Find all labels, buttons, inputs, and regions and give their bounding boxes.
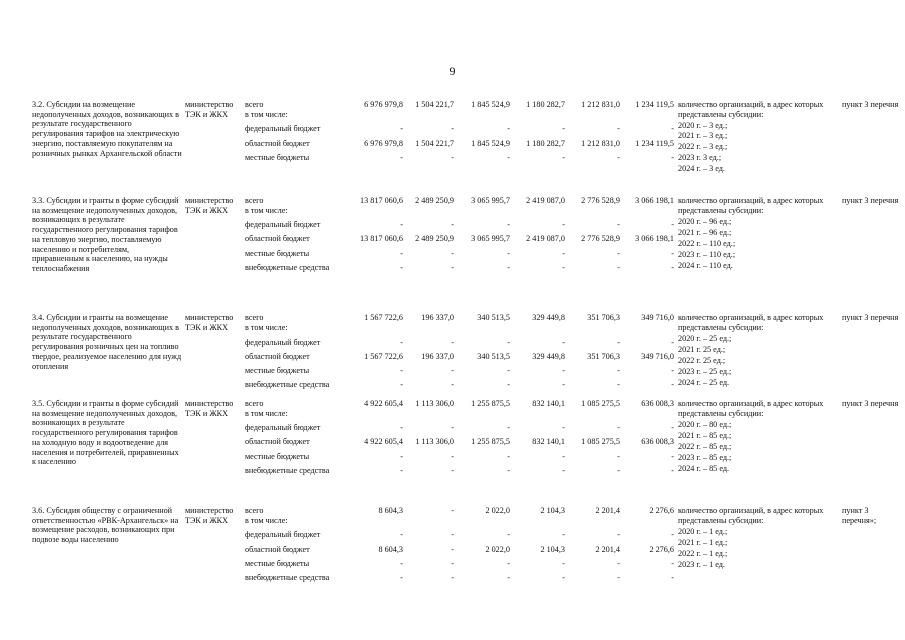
- funding-label: в том числе:: [245, 206, 288, 215]
- value-2020: -: [451, 559, 454, 568]
- value-2023: -: [617, 559, 620, 568]
- value-2023: -: [617, 423, 620, 432]
- value-2024: 2 276,6: [649, 506, 674, 515]
- value-2022: 329 449,8: [532, 352, 565, 361]
- value-2020: 1 504 221,7: [415, 139, 454, 148]
- value-2021: 1 255 875,5: [471, 399, 510, 408]
- indicator-line: 2022 г. 25 ед.;: [678, 356, 726, 365]
- value-total: 13 817 060,6: [360, 196, 403, 205]
- value-total: -: [400, 559, 403, 568]
- program-reference: пункт 3 перечня: [842, 196, 899, 205]
- value-total: -: [400, 338, 403, 347]
- value-2024: -: [671, 466, 674, 475]
- value-total: -: [400, 249, 403, 258]
- funding-label: федеральный бюджет: [245, 124, 321, 133]
- value-2020: -: [451, 423, 454, 432]
- value-2023: 2 776 528,9: [581, 234, 620, 243]
- value-2023: -: [617, 366, 620, 375]
- value-2022: -: [562, 466, 565, 475]
- indicator-line: 2023 г. – 1 ед.: [678, 560, 725, 569]
- value-total: 8 604,3: [378, 506, 403, 515]
- value-total: -: [400, 124, 403, 133]
- value-total: 4 922 605,4: [364, 437, 403, 446]
- value-2021: -: [507, 338, 510, 347]
- value-2024: 349 716,0: [641, 313, 674, 322]
- value-2023: -: [617, 452, 620, 461]
- value-total: -: [400, 380, 403, 389]
- program-reference: пункт 3 перечня: [842, 399, 899, 408]
- value-2022: -: [562, 380, 565, 389]
- funding-label: областной бюджет: [245, 437, 310, 446]
- value-2021: -: [507, 249, 510, 258]
- value-2020: -: [451, 506, 454, 515]
- value-2021: -: [507, 423, 510, 432]
- value-2021: 340 513,5: [477, 352, 510, 361]
- value-2023: -: [617, 153, 620, 162]
- value-total: -: [400, 466, 403, 475]
- funding-label: всего: [245, 313, 264, 322]
- funding-label: внебюджетные средства: [245, 466, 330, 475]
- value-2022: -: [562, 338, 565, 347]
- value-2022: 2 419 087,0: [526, 196, 565, 205]
- value-2022: -: [562, 153, 565, 162]
- value-2021: -: [507, 220, 510, 229]
- indicator-line: 2020 г. – 1 ед.;: [678, 527, 728, 536]
- funding-label: местные бюджеты: [245, 559, 310, 568]
- value-2021: -: [507, 366, 510, 375]
- value-2024: -: [671, 452, 674, 461]
- value-2022: 2 419 087,0: [526, 234, 565, 243]
- value-2020: -: [451, 530, 454, 539]
- value-2022: -: [562, 220, 565, 229]
- value-2021: 1 845 524,9: [471, 100, 510, 109]
- value-2021: 3 065 995,7: [471, 234, 510, 243]
- value-total: -: [400, 423, 403, 432]
- value-2022: -: [562, 124, 565, 133]
- funding-label: областной бюджет: [245, 139, 310, 148]
- funding-label: всего: [245, 399, 264, 408]
- value-total: -: [400, 220, 403, 229]
- value-2024: 1 234 119,5: [635, 139, 674, 148]
- value-2023: 351 706,3: [587, 352, 620, 361]
- indicator-line: 2020 г. – 96 ед.;: [678, 217, 732, 226]
- value-2023: -: [617, 466, 620, 475]
- value-2020: -: [451, 338, 454, 347]
- value-2021: -: [507, 530, 510, 539]
- value-2022: 1 180 282,7: [526, 100, 565, 109]
- indicator-line: 2023 г. – 110 ед.;: [678, 250, 736, 259]
- value-2021: -: [507, 452, 510, 461]
- value-2020: -: [451, 220, 454, 229]
- responsible-ministry: министерство ТЭК и ЖКХ: [185, 399, 234, 418]
- value-2024: -: [671, 530, 674, 539]
- indicator-line: 2022 г. – 1 ед.;: [678, 549, 728, 558]
- funding-label: всего: [245, 196, 264, 205]
- indicator-line: 2022 г. – 85 ед.;: [678, 442, 732, 451]
- indicator-line: 2024 г. – 3 ед.: [678, 164, 725, 173]
- value-2020: 1 113 306,0: [415, 399, 454, 408]
- value-total: 6 976 979,8: [364, 100, 403, 109]
- indicator-heading: количество организаций, в адрес которых представлены субсидии:: [678, 399, 824, 418]
- value-2022: -: [562, 559, 565, 568]
- value-2024: -: [671, 220, 674, 229]
- indicator-line: 2024 г. – 25 ед.: [678, 378, 730, 387]
- value-2022: -: [562, 263, 565, 272]
- indicator-heading: количество организаций, в адрес которых представлены субсидии:: [678, 313, 824, 332]
- responsible-ministry: министерство ТЭК и ЖКХ: [185, 506, 234, 525]
- value-2024: -: [671, 423, 674, 432]
- value-2020: 2 489 250,9: [415, 234, 454, 243]
- value-2024: 3 066 198,1: [635, 196, 674, 205]
- responsible-ministry: министерство ТЭК и ЖКХ: [185, 196, 234, 215]
- indicator-line: 2020 г. – 25 ед.;: [678, 334, 732, 343]
- value-2022: -: [562, 249, 565, 258]
- funding-label: всего: [245, 506, 264, 515]
- value-2024: -: [671, 573, 674, 582]
- value-2022: -: [562, 530, 565, 539]
- responsible-ministry: министерство ТЭК и ЖКХ: [185, 313, 234, 332]
- value-2023: 2 776 528,9: [581, 196, 620, 205]
- measure-name: 3.6. Субсидия обществу с ограниченной ответственностью «РВК-Архангельск» на возмещение расходов, возникающих при подвозе воды населению: [32, 506, 179, 545]
- value-2023: 2 201,4: [595, 506, 620, 515]
- value-2020: -: [451, 380, 454, 389]
- funding-label: всего: [245, 100, 264, 109]
- value-2024: 2 276,6: [649, 545, 674, 554]
- value-2023: -: [617, 380, 620, 389]
- value-2022: 832 140,1: [532, 437, 565, 446]
- program-reference: пункт 3 перечня»;: [842, 506, 877, 525]
- value-2021: 340 513,5: [477, 313, 510, 322]
- value-2021: 2 022,0: [485, 545, 510, 554]
- indicator-line: 2020 г. – 3 ед.;: [678, 121, 728, 130]
- funding-label: в том числе:: [245, 516, 288, 525]
- program-reference: пункт 3 перечня: [842, 100, 899, 109]
- measure-name: 3.3. Субсидии и гранты в форме субсидий на возмещение недополученных доходов, возникающих в результате государственного регулирования тарифов на тепловую энергию, поставляемую населению и потребителям, приравненным к населению, на нужды теплоснабжения: [32, 196, 179, 273]
- value-2020: -: [451, 249, 454, 258]
- value-total: 4 922 605,4: [364, 399, 403, 408]
- value-2024: 1 234 119,5: [635, 100, 674, 109]
- funding-label: местные бюджеты: [245, 153, 310, 162]
- value-2024: -: [671, 153, 674, 162]
- value-total: -: [400, 263, 403, 272]
- value-2020: 1 113 306,0: [415, 437, 454, 446]
- value-2021: -: [507, 559, 510, 568]
- indicator-line: 2023 г. 3 ед.;: [678, 153, 722, 162]
- value-2024: -: [671, 380, 674, 389]
- value-2022: 1 180 282,7: [526, 139, 565, 148]
- indicator-heading: количество организаций, в адрес которых представлены субсидии:: [678, 506, 824, 525]
- value-2022: 2 104,3: [540, 545, 565, 554]
- value-2023: 351 706,3: [587, 313, 620, 322]
- value-total: 1 567 722,6: [364, 313, 403, 322]
- value-2020: 196 337,0: [421, 313, 454, 322]
- measure-name: 3.5. Субсидии и гранты в форме субсидий на возмещение недополученных доходов, возникающих в результате государственного регулирования тарифов на холодную воду и водоотведение для населения и потребителей, приравненных к населению: [32, 399, 179, 467]
- indicator-line: 2021 г. 25 ед.;: [678, 345, 726, 354]
- value-total: -: [400, 153, 403, 162]
- page-number: 9: [449, 64, 456, 78]
- responsible-ministry: министерство ТЭК и ЖКХ: [185, 100, 234, 119]
- value-2021: 1 845 524,9: [471, 139, 510, 148]
- funding-label: областной бюджет: [245, 234, 310, 243]
- funding-label: федеральный бюджет: [245, 423, 321, 432]
- funding-label: внебюджетные средства: [245, 573, 330, 582]
- value-2020: 2 489 250,9: [415, 196, 454, 205]
- funding-label: в том числе:: [245, 323, 288, 332]
- value-total: -: [400, 530, 403, 539]
- value-2023: 1 085 275,5: [581, 437, 620, 446]
- measure-name: 3.4. Субсидии и гранты на возмещение недополученных доходов, возникающих в результате государственного регулирования розничных цен на топливо твердое, реализуемое населению для нужд отопления: [32, 313, 182, 371]
- value-total: 6 976 979,8: [364, 139, 403, 148]
- value-2024: 636 008,3: [641, 399, 674, 408]
- funding-label: областной бюджет: [245, 545, 310, 554]
- value-total: 8 604,3: [378, 545, 403, 554]
- value-2024: -: [671, 249, 674, 258]
- value-2023: -: [617, 263, 620, 272]
- value-2024: 3 066 198,1: [635, 234, 674, 243]
- value-2024: -: [671, 366, 674, 375]
- value-total: 13 817 060,6: [360, 234, 403, 243]
- value-2022: -: [562, 573, 565, 582]
- value-2021: 1 255 875,5: [471, 437, 510, 446]
- value-2024: -: [671, 338, 674, 347]
- value-2020: -: [451, 124, 454, 133]
- value-2020: -: [451, 545, 454, 554]
- indicator-line: 2021 г. – 85 ед.;: [678, 431, 732, 440]
- funding-label: в том числе:: [245, 409, 288, 418]
- funding-label: федеральный бюджет: [245, 530, 321, 539]
- funding-label: федеральный бюджет: [245, 220, 321, 229]
- value-2023: 1 212 831,0: [581, 139, 620, 148]
- value-2021: -: [507, 573, 510, 582]
- value-2024: -: [671, 559, 674, 568]
- indicator-line: 2021 г. – 3 ед.;: [678, 131, 728, 140]
- value-2022: 2 104,3: [540, 506, 565, 515]
- value-2023: -: [617, 338, 620, 347]
- value-2022: -: [562, 366, 565, 375]
- funding-label: внебюджетные средства: [245, 263, 330, 272]
- value-2020: -: [451, 452, 454, 461]
- value-2020: 1 504 221,7: [415, 100, 454, 109]
- indicator-heading: количество организаций, в адрес которых представлены субсидии:: [678, 100, 824, 119]
- value-2023: -: [617, 573, 620, 582]
- value-2021: -: [507, 380, 510, 389]
- value-2020: -: [451, 153, 454, 162]
- value-total: -: [400, 452, 403, 461]
- funding-label: федеральный бюджет: [245, 338, 321, 347]
- funding-label: местные бюджеты: [245, 249, 310, 258]
- value-2021: -: [507, 466, 510, 475]
- value-2023: -: [617, 220, 620, 229]
- value-total: -: [400, 366, 403, 375]
- indicator-line: 2020 г. – 80 ед.;: [678, 420, 732, 429]
- value-2023: -: [617, 530, 620, 539]
- funding-label: местные бюджеты: [245, 366, 310, 375]
- measure-name: 3.2. Субсидии на возмещение недополученных доходов, возникающих в результате государственного регулирования тарифов на электрическую энергию, поставляемую покупателям на розничных рынках Архангельской области: [32, 100, 182, 158]
- value-2021: -: [507, 153, 510, 162]
- funding-label: областной бюджет: [245, 352, 310, 361]
- value-2023: 1 085 275,5: [581, 399, 620, 408]
- indicator-line: 2022 г. – 3 ед.;: [678, 142, 728, 151]
- indicator-line: 2023 г. – 85 ед.;: [678, 453, 732, 462]
- value-2021: 3 065 995,7: [471, 196, 510, 205]
- value-2022: -: [562, 452, 565, 461]
- value-2022: -: [562, 423, 565, 432]
- indicator-line: 2023 г. – 25 ед.;: [678, 367, 732, 376]
- funding-label: местные бюджеты: [245, 452, 310, 461]
- value-2022: 832 140,1: [532, 399, 565, 408]
- indicator-heading: количество организаций, в адрес которых представлены субсидии:: [678, 196, 824, 215]
- value-2024: 349 716,0: [641, 352, 674, 361]
- value-2021: 2 022,0: [485, 506, 510, 515]
- value-2020: -: [451, 263, 454, 272]
- value-2021: -: [507, 124, 510, 133]
- program-reference: пункт 3 перечня: [842, 313, 899, 322]
- value-2023: 2 201,4: [595, 545, 620, 554]
- value-2020: -: [451, 366, 454, 375]
- value-2020: -: [451, 573, 454, 582]
- value-2024: 636 008,3: [641, 437, 674, 446]
- indicator-line: 2024 г. – 110 ед.: [678, 261, 733, 270]
- value-2024: -: [671, 263, 674, 272]
- value-2023: 1 212 831,0: [581, 100, 620, 109]
- indicator-line: 2021 г. – 96 ед.;: [678, 228, 732, 237]
- value-total: 1 567 722,6: [364, 352, 403, 361]
- value-2022: 329 449,8: [532, 313, 565, 322]
- funding-label: внебюджетные средства: [245, 380, 330, 389]
- funding-label: в том числе:: [245, 110, 288, 119]
- value-2020: -: [451, 466, 454, 475]
- value-2023: -: [617, 249, 620, 258]
- value-2021: -: [507, 263, 510, 272]
- value-2020: 196 337,0: [421, 352, 454, 361]
- indicator-line: 2021 г. – 1 ед.;: [678, 538, 728, 547]
- indicator-line: 2022 г. – 110 ед.;: [678, 239, 736, 248]
- value-2023: -: [617, 124, 620, 133]
- value-2024: -: [671, 124, 674, 133]
- value-total: -: [400, 573, 403, 582]
- indicator-line: 2024 г. – 85 ед.: [678, 464, 730, 473]
